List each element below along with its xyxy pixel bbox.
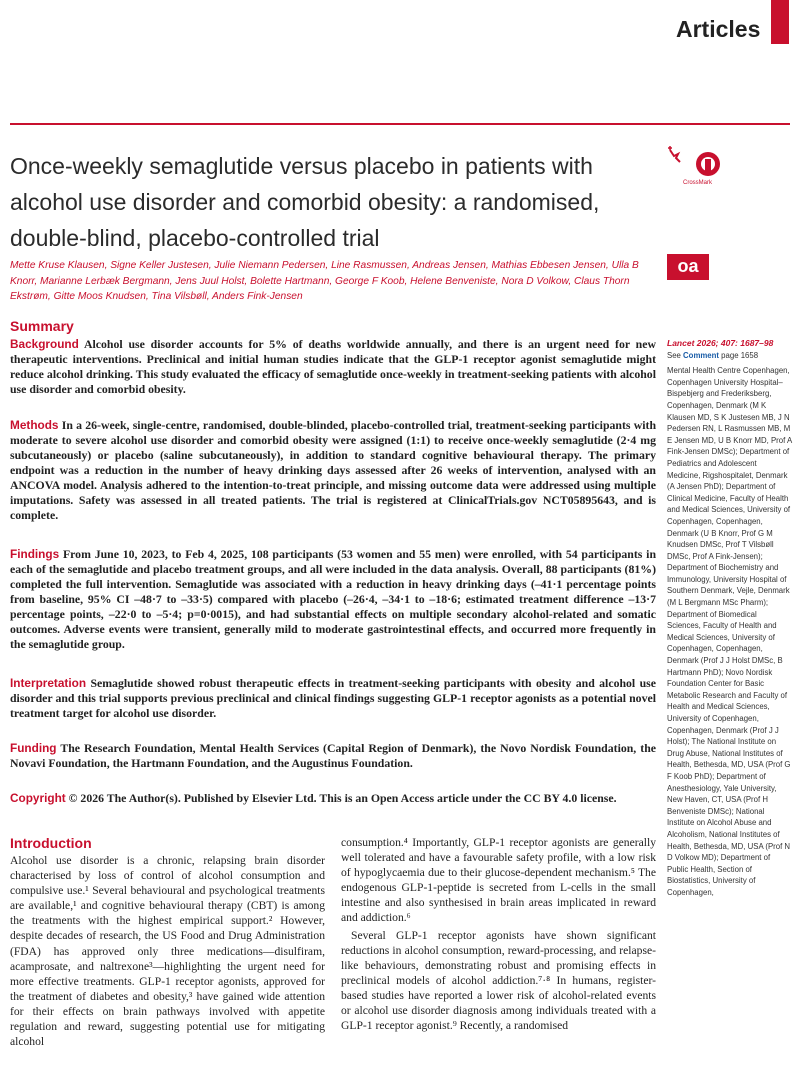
introduction-heading: Introduction (10, 835, 92, 851)
intro-paragraph-continued: consumption.⁴ Importantly, GLP-1 receptor agonists are generally well tolerated and have a favourable safety profile, with a low risk of hypoglycaemia due to their glucose-dependent mechanism.⁵ The endogenous GLP-1-peptide is secreted from L-cells in the small intestine and also synthesised in brain areas implicated in reward and addiction.⁶ (341, 836, 656, 925)
abstract-copyright (10, 791, 656, 806)
findings-text: From June 10, 2023, to Feb 4, 2025, 108 participants (53 women and 55 men) were enrolled, with 54 participants in each of the semaglutide and placebo treatment groups, and all were included in the data analysis. Overall, 88 participants (81%) completed the full intervention. Semaglutide was associated with a reduction in heavy drinking days (–41·1 percentage points from baseline, 95% CI –48·7 to –33·5) compared with placebo (–26·4, –34·1 to –18·6; estimated treatment difference –13·7 percentage points, –22·0 to –5·4; p=0·0015), and had substantial effects on multiple secondary alcohol-related and somatic outcomes. Adverse events were transient, generally mild to moderate gastrointestinal effects, and occurred more frequently in the semaglutide group. (10, 547, 657, 651)
summary-heading: Summary (10, 318, 74, 334)
intro-column-2 (341, 835, 656, 1033)
abstract-interpretation (10, 676, 656, 721)
header-rule (10, 123, 790, 125)
intro-column-1: Alcohol use disorder is a chronic, relapsing brain disorder characterised by loss of control of alcohol consumption and compulsive use.¹ Several behavioural and psychological treatments are available,¹ and cognitive behavioural therapy (CBT) is among the treatments with the highest empirical support.² However, despite decades of research, the US Food and Drug Administration (FDA) has approved only three medications—disulfiram, acamprosate, and naltrexone³—highlighting the urgent need for more effective treatments. GLP-1 receptor agonists, approved for the treatment of diabetes and obesity,³ have gained wide attention for their effects on brain pathways involved with appetite regulation and reward, suggesting potential use for mitigating alcohol (10, 854, 325, 1049)
abstract-funding (10, 741, 656, 771)
background-label: Background (10, 337, 79, 351)
crossmark-label: CrossMark (683, 180, 713, 186)
methods-label: Methods (10, 418, 59, 432)
funding-text: The Research Foundation, Mental Health Services (Capital Region of Denmark), the Novo Nordisk Foundation, the Novavi Foundation, the Hartmann Foundation, and the Augustinus Foundation. (10, 741, 656, 770)
copyright-label: Copyright (10, 791, 66, 805)
article-title: Once-weekly semaglutide versus placebo in patients with alcohol use disorder and comorbid obesity: a randomised, double-blind, placebo-controlled trial (10, 153, 600, 251)
copyright-text: © 2026 The Author(s). Published by Elsevier Ltd. This is an Open Access article under the CC BY 4.0 license. (68, 791, 617, 805)
affiliations: Mental Health Centre Copenhagen, Copenhagen University Hospital–Bispebjerg and Frederiksberg, Copenhagen, Denmark (M K Klausen MD, S K Justesen MB, J N Pedersen RN, L Rasmussen MB, M E Jensen MD, U B Knorr MD, Prof A Fink-Jensen DMSc); Department of Pediatrics and Adolescent Medicine, Rigshospitalet, Denmark (A Jensen PhD); Department of Clinical Medicine, Faculty of Health and Medical Sciences, University of Copenhagen, Copenhagen, Denmark (U B Knorr, Prof G M Knudsen DMSc, Prof T Vilsbøll DMSc, Prof A Fink-Jensen); Department of Biochemistry and Immunology, University Hospital of Southern Denmark, Vejle, Denmark (M L Bergmann MSc Pharm); Department of Biomedical Sciences, Faculty of Health and Medical Sciences, University of Copenhagen, Copenhagen, Denmark (Prof J J Holst DMSc, B Hartmann PhD); Novo Nordisk Foundation Center for Basic Metabolic Research and Faculty of Health and Medical Sciences, University of Copenhagen, Copenhagen, Denmark (Prof J J Holst); The National Institute on Drug Abuse, National Institutes of Health, Bethesda, MD, USA (Prof G F Koob PhD); Department of Anesthesiology, Yale University, New Haven, CT, USA (Prof H Benveniste DMSc); National Institute on Alcohol Abuse and Alcoholism, National Institutes of Health, Bethesda, MD, USA (Prof N D Volkow MD); Department of Public Health, Section of Biostatistics, University of Copenhagen, (667, 366, 792, 897)
journal-citation: Lancet 2026; 407: 1687–98 (667, 338, 774, 348)
interpretation-label: Interpretation (10, 676, 87, 690)
findings-label: Findings (10, 547, 60, 561)
abstract-findings (10, 547, 656, 652)
comment-reference (667, 350, 792, 362)
abstract-methods (10, 418, 656, 523)
open-access-badge: oa (667, 254, 709, 280)
background-text: Alcohol use disorder accounts for 5% of deaths worldwide annually, and there is an urgent need for new therapeutic interventions. Preclinical and initial human studies indicate that the GLP-1 receptor agonist semaglutide might reduce alcohol drinking. This study evaluated the efficacy of semaglutide once-weekly in treatment-seeking patients with alcohol use disorder and comorbid obesity. (10, 337, 656, 396)
intro-paragraph-2: Several GLP-1 receptor agonists have shown significant reductions in alcohol consumption, reward-processing, and relapse-like behaviours, demonstrating robust and promising effects in preclinical models of alcohol addiction.⁷·⁸ In humans, register-based studies have reported a lower risk of alcohol-related events or alcohol use disorder diagnosis among individuals treated with a GLP-1 receptor agonist.⁹ Recently, a randomised (341, 928, 656, 1033)
comment-link[interactable]: Comment (683, 350, 720, 360)
section-label: Articles (676, 16, 761, 42)
methods-text: In a 26-week, single-centre, randomised, double-blinded, placebo-controlled trial, treatment-seeking participants with moderate to severe alcohol use disorder and comorbid obesity were assigned (1:1) to receive once-weekly semaglutide (2·4 mg subcutaneously) or placebo (saline subcutaneously), in addition to standard cognitive behavioural therapy. The primary endpoint was a reduction in the number of heavy drinking days assessed after 26 weeks of intervention, analysed with an ANCOVA model. Analysis adhered to the intention-to-treat principle, and missing outcome data were addressed using multiple imputations. Safety was assessed in all treated patients. The trial is registered at ClinicalTrials.gov NCT05895643, and is complete. (10, 418, 657, 522)
comment-prefix: See (667, 350, 684, 360)
section-tab-marker (771, 0, 789, 44)
comment-suffix: page 1658 (719, 350, 759, 360)
author-list: Mette Kruse Klausen, Signe Keller Justesen, Julie Niemann Pedersen, Line Rasmussen, Andreas Jensen, Mathias Ebbesen Jensen, Ulla B Knorr, Marianne Lerbæk Bergmann, Jens Juul Holst, Bolette Hartmann, George F Koob, Helene Benveniste, Nora D Volkow, Claus Thorn Ekstrøm, Gitte Moos Knudsen, Tina Vilsbøll, Anders Fink-Jensen (10, 260, 639, 302)
interpretation-text: Semaglutide showed robust therapeutic effects in treatment-seeking participants with obesity and alcohol use disorder and this trial supports previous preclinical and clinical findings suggesting GLP-1 receptor agonists as a potential novel treatment target for alcohol use disorder. (10, 676, 656, 720)
funding-label: Funding (10, 741, 57, 755)
abstract-background (10, 337, 656, 397)
sidebar-notes (667, 338, 792, 899)
